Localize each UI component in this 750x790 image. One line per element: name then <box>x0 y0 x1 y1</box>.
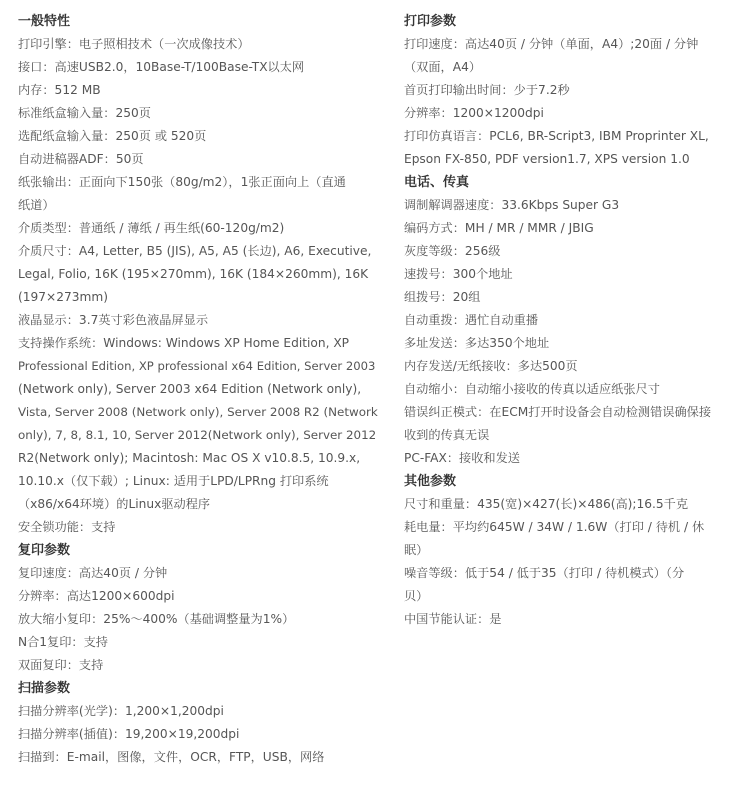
section-other <box>404 470 740 631</box>
spec-line: 眠） <box>404 543 429 557</box>
spec-line: 内存：512 MB <box>18 83 101 97</box>
spec-line: R2(Network only); Macintosh: Mac OS X v10.8.5, 10.9.x, <box>18 451 361 465</box>
left-column <box>18 10 384 769</box>
spec-line: 错误纠正模式：在ECM打开时设备会自动检测错误确保接 <box>404 405 712 419</box>
spec-line: 扫描分辨率(光学)：1,200×1,200dpi <box>18 704 224 718</box>
spec-line: 纸道） <box>18 198 55 212</box>
spec-line: Professional Edition, XP professional x64 Edition, Server 2003 <box>18 359 376 373</box>
section-title: 电话、传真 <box>404 175 470 190</box>
spec-line: Legal, Folio, 16K (195×270mm), 16K (184×260mm), 16K <box>18 267 369 281</box>
spec-line: 放大缩小复印：25%～400%（基础调整量为1%） <box>18 612 295 626</box>
spec-line: 安全锁功能：支持 <box>18 520 116 534</box>
spec-line: 打印引擎：电子照相技术（一次成像技术） <box>18 37 250 51</box>
spec-line: 接口：高速USB2.0，10Base-T/100Base-TX以太网 <box>18 60 305 74</box>
spec-line: 扫描到：E-mail，图像，文件，OCR，FTP，USB，网络 <box>18 750 325 764</box>
spec-line: Epson FX-850, PDF version1.7, XPS version 1.0 <box>404 152 690 166</box>
spec-line: only), 7, 8, 8.1, 10, Server 2012(Network only), Server 2012 <box>18 428 377 442</box>
spec-line: 复印速度：高达40页 / 分钟 <box>18 566 168 580</box>
spec-line: 选配纸盒输入量：250页 或 520页 <box>18 129 207 143</box>
spec-line: 收到的传真无误 <box>404 428 490 442</box>
section-title: 其他参数 <box>404 474 457 489</box>
spec-line: 介质类型：普通纸 / 薄纸 / 再生纸(60-120g/m2) <box>18 221 285 235</box>
spec-line: 多址发送：多达350个地址 <box>404 336 550 350</box>
spec-line: N合1复印：支持 <box>18 635 108 649</box>
spec-line: 双面复印：支持 <box>18 658 104 672</box>
spec-line: 自动缩小：自动缩小接收的传真以适应纸张尺寸 <box>404 382 660 396</box>
spec-line: 打印仿真语言：PCL6, BR-Script3, IBM Proprinter XL, <box>404 129 709 143</box>
section-general <box>18 10 384 539</box>
spec-line: 调制解调器速度：33.6Kbps Super G3 <box>404 198 620 212</box>
spec-line: (197×273mm) <box>18 290 108 304</box>
section-phone-fax <box>404 171 740 470</box>
spec-line: 贝） <box>404 589 429 603</box>
spec-line: 组拨号：20组 <box>404 290 481 304</box>
spec-line: 标准纸盒输入量：250页 <box>18 106 151 120</box>
section-title: 打印参数 <box>404 14 457 29</box>
spec-line: 耗电量：平均约645W / 34W / 1.6W（打印 / 待机 / 休 <box>404 520 705 534</box>
spec-line: 中国节能认证：是 <box>404 612 502 626</box>
right-column <box>404 10 740 631</box>
spec-line: 10.10.x（仅下载）; Linux: 适用于LPD/LPRng 打印系统 <box>18 474 329 488</box>
section-copy <box>18 539 384 677</box>
section-print <box>404 10 740 171</box>
spec-line: （x86/x64环境）的Linux驱动程序 <box>18 497 211 511</box>
spec-line: 噪音等级：低于54 / 低于35（打印 / 待机模式）（分 <box>404 566 685 580</box>
section-title: 复印参数 <box>18 543 71 558</box>
spec-line: 速拨号：300个地址 <box>404 267 513 281</box>
spec-line: 扫描分辨率(插值)：19,200×19,200dpi <box>18 727 240 741</box>
section-title: 一般特性 <box>18 14 71 29</box>
spec-line: 尺寸和重量：435(宽)×427(长)×486(高);16.5千克 <box>404 497 689 511</box>
spec-line: 纸张输出：正面向下150张（80g/m2），1张正面向上（直通 <box>18 175 346 189</box>
spec-line: 分辨率：1200×1200dpi <box>404 106 544 120</box>
spec-line: （双面，A4） <box>404 60 482 74</box>
spec-line: 支持操作系统：Windows: Windows XP Home Edition, XP <box>18 336 350 350</box>
spec-line: 分辨率：高达1200×600dpi <box>18 589 175 603</box>
spec-line: 编码方式：MH / MR / MMR / JBIG <box>404 221 594 235</box>
spec-line: 打印速度：高达40页 / 分钟（单面，A4）;20面 / 分钟 <box>404 37 699 51</box>
section-title: 扫描参数 <box>18 681 71 696</box>
spec-line: 介质尺寸：A4, Letter, B5 (JIS), A5, A5 (长边), A6, Executive, <box>18 244 372 258</box>
spec-line: 自动进稿器ADF：50页 <box>18 152 144 166</box>
spec-line: 液晶显示：3.7英寸彩色液晶屏显示 <box>18 313 209 327</box>
section-scan <box>18 677 384 769</box>
spec-line: 首页打印输出时间：少于7.2秒 <box>404 83 570 97</box>
spec-line: 内存发送/无纸接收：多达500页 <box>404 359 578 373</box>
spec-line: (Network only), Server 2003 x64 Edition (Network only), <box>18 382 362 396</box>
spec-line: 灰度等级：256级 <box>404 244 501 258</box>
spec-line: PC-FAX：接收和发送 <box>404 451 520 465</box>
spec-line: Vista, Server 2008 (Network only), Server 2008 R2 (Network <box>18 405 378 419</box>
spec-line: 自动重拨：遇忙自动重播 <box>404 313 539 327</box>
